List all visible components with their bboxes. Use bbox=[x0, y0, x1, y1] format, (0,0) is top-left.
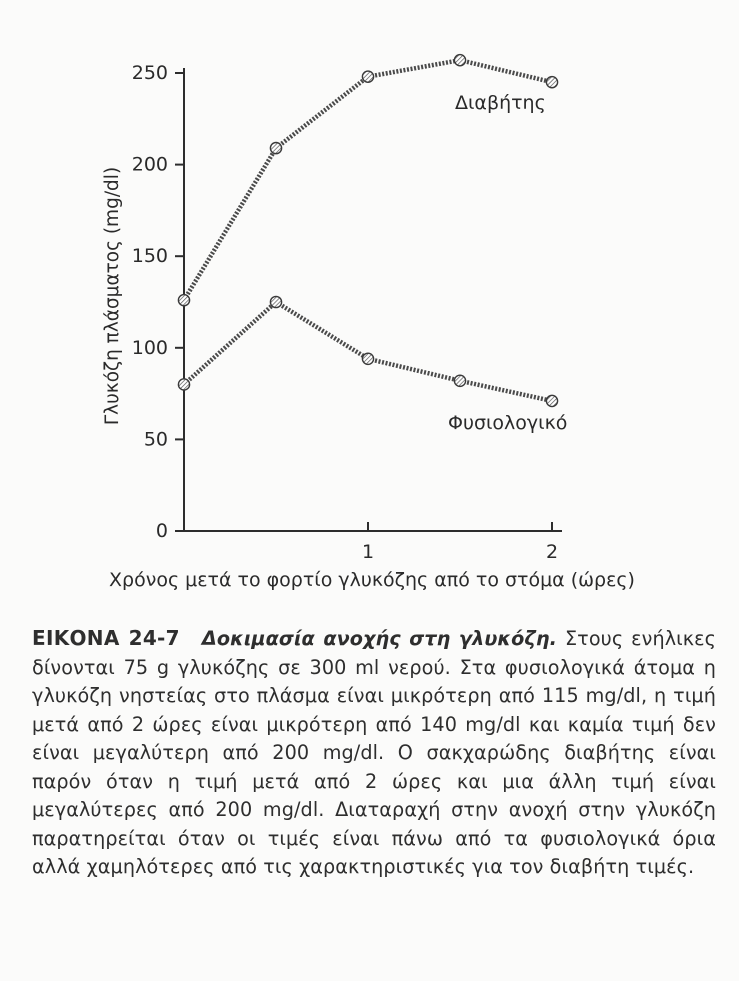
series-normal-point bbox=[362, 353, 373, 364]
legend-label-normal: Φυσιολογικό bbox=[448, 412, 568, 434]
figure-caption bbox=[32, 624, 716, 882]
series-diabetes-segment bbox=[460, 60, 552, 82]
y-tick-label: 250 bbox=[131, 62, 168, 84]
series-normal-segment bbox=[460, 381, 552, 401]
x-axis bbox=[184, 522, 562, 563]
y-axis-title: Γλυκόζη πλάσματος (mg/dl) bbox=[102, 166, 123, 426]
legend-label-diabetes: Διαβήτης bbox=[455, 92, 546, 114]
figure-label: ΕΙΚΟΝΑ 24-7 bbox=[32, 626, 180, 650]
series-diabetes-point bbox=[178, 295, 189, 306]
x-axis-title: Χρόνος μετά το φορτίο γλυκόζης από το στόμα (ώρες) bbox=[109, 569, 635, 591]
series-diabetes-point bbox=[546, 77, 557, 88]
series-diabetes-point bbox=[362, 71, 373, 82]
figure-title: Δοκιμασία ανοχής στη γλυκόζη. bbox=[201, 627, 558, 650]
series-diabetes-segment bbox=[184, 148, 276, 300]
x-tick-label: 1 bbox=[361, 541, 375, 563]
y-tick-label: 50 bbox=[143, 428, 168, 451]
series-diabetes-segment bbox=[368, 60, 460, 76]
x-tick-label: 2 bbox=[545, 541, 559, 563]
y-tick-label: 100 bbox=[131, 336, 168, 359]
series-normal-segment bbox=[276, 302, 368, 359]
y-tick-label: 200 bbox=[131, 153, 168, 176]
series-normal-point bbox=[454, 375, 465, 386]
series-diabetes-point bbox=[454, 55, 465, 66]
series-normal bbox=[178, 296, 557, 406]
figure-caption-body: Στους ενήλικες δίνονται 75 g γλυκόζης σε 300 ml νερού. Στα φυσιολογικά άτομα η γλυκόζη νηστείας στο πλάσμα είναι μικρότερη από 115 mg/dl, η τιμή μετά από 2 ώρες είναι μικρότερη από 140 mg/dl και καμία τιμή δεν είναι μεγαλύτερη από 200 mg/dl. Ο σακχαρώδης διαβήτης είναι παρόν όταν η τιμή μετά από 2 ώρες και μια άλλη τιμή είναι μεγαλύτερες από 200 mg/dl. Διαταραχή στην ανοχή στην γλυκόζη παρατηρείται όταν οι τιμές είναι πάνω από τα φυσιολογικά όρια αλλά χαμηλότερες από τις χαρακτηριστικές για τον διαβήτη τιμές. bbox=[32, 627, 716, 878]
y-tick-label: 0 bbox=[155, 520, 168, 542]
series-normal-point bbox=[270, 296, 281, 307]
series-normal-segment bbox=[368, 359, 460, 381]
y-axis bbox=[132, 62, 184, 542]
y-tick-label: 150 bbox=[131, 245, 168, 268]
series-diabetes-point bbox=[270, 143, 281, 154]
series-normal-point bbox=[178, 379, 189, 390]
series-normal-point bbox=[546, 395, 557, 406]
series-normal-segment bbox=[184, 302, 276, 384]
series-diabetes-segment bbox=[276, 77, 368, 148]
